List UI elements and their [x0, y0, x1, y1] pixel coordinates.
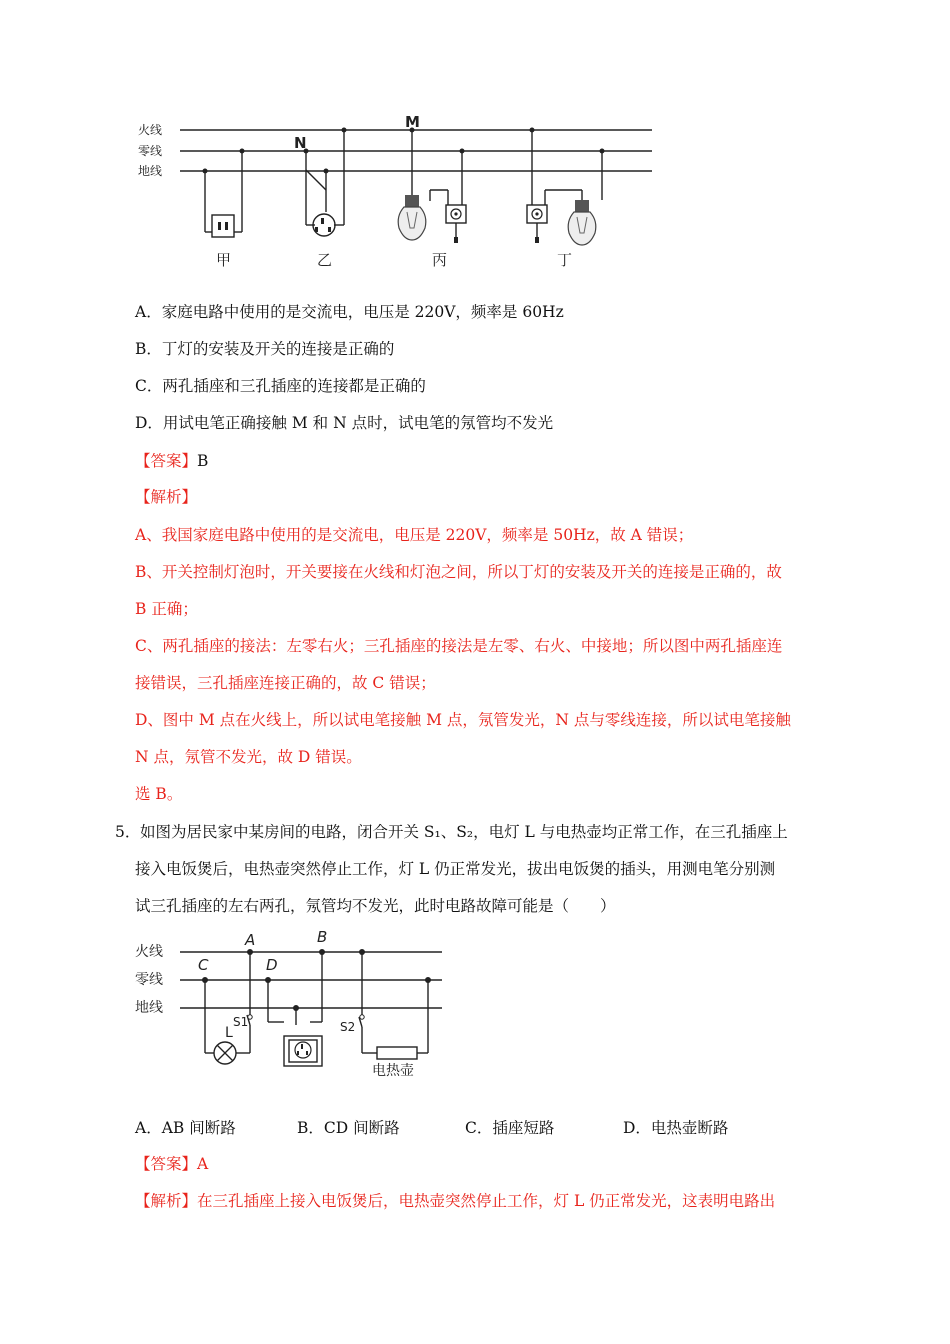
- q4-analysis-line: B 正确；: [135, 600, 198, 618]
- wire-live-label: 火线: [138, 123, 163, 137]
- q5-number: 5．: [115, 823, 141, 841]
- wire-live-label: 火线: [135, 944, 163, 960]
- q4-analysis-line: B、开关控制灯泡时，开关要接在火线和灯泡之间，所以丁灯的安装及开关的连接是正确的，故: [135, 563, 782, 581]
- q4-answer: [135, 450, 208, 472]
- q5-stem-line: 接入电饭煲后，电热壶突然停止工作，灯 L 仍正常发光，拔出电饭煲的插头，用测电笔分别测: [135, 860, 776, 878]
- q5-stem-line: 试三孔插座的左右两孔，氖管均不发光，此时电路故障可能是（ ）: [135, 897, 616, 915]
- answer-tag: 【答案】: [135, 452, 198, 470]
- wire-ground-label: 地线: [135, 1000, 163, 1016]
- label-bing: 丙: [432, 251, 448, 269]
- q5-option-c: C．插座短路: [465, 1119, 555, 1137]
- point-n-label: N: [294, 134, 307, 152]
- q5-option-d: D．电热壶断路: [623, 1119, 729, 1137]
- wire-neutral-label: 零线: [135, 972, 163, 988]
- point-d-label: D: [266, 956, 278, 974]
- answer-value: B: [197, 452, 209, 470]
- point-a-label: A: [245, 931, 256, 949]
- analysis-tag: 【解析】: [135, 1192, 198, 1210]
- q4-analysis-line: C、两孔插座的接法：左零右火；三孔插座的接法是左零、右火、中接地；所以图中两孔插座连: [135, 637, 783, 655]
- label-yi: 乙: [317, 251, 333, 269]
- wire-neutral-label: 零线: [138, 144, 163, 158]
- q5-option-a: A．AB 间断路: [135, 1119, 236, 1137]
- q4-analysis-line: N 点，氖管不发光，故 D 错误。: [135, 748, 362, 766]
- q5-answer: [135, 1153, 208, 1175]
- answer-value: A: [197, 1155, 209, 1173]
- q4-analysis-line: 接错误，三孔插座连接正确的，故 C 错误；: [135, 674, 436, 692]
- q4-analysis-line: D、图中 M 点在火线上，所以试电笔接触 M 点，氖管发光，N 点与零线连接，所以试电笔接触: [135, 711, 791, 729]
- q5-stem-line: 如图为居民家中某房间的电路，闭合开关 S₁、S₂，电灯 L 与电热壶均正常工作，在三孔插座上: [140, 823, 788, 841]
- point-b-label: B: [317, 928, 328, 946]
- q4-analysis-tag: 【解析】: [135, 488, 198, 506]
- bulb-ding-icon: [568, 200, 596, 245]
- q4-analysis-line: 选 B。: [135, 785, 183, 803]
- q5-analysis: [135, 1190, 775, 1212]
- label-jia: 甲: [216, 251, 232, 269]
- figure-room-circuit: [0, 925, 950, 1085]
- switch2-label: S2: [340, 1020, 356, 1034]
- wire-ground-label: 地线: [138, 164, 163, 178]
- lamp-label: L: [225, 1025, 233, 1041]
- bulb-bing-icon: [398, 195, 426, 240]
- point-c-label: C: [198, 956, 209, 974]
- label-ding: 丁: [557, 251, 573, 269]
- switch1-label: S1: [233, 1015, 249, 1029]
- q4-option-b: B．丁灯的安装及开关的连接是正确的: [135, 340, 395, 358]
- point-m-label: M: [405, 113, 420, 131]
- answer-tag: 【答案】: [135, 1155, 198, 1173]
- q4-option-d: D．用试电笔正确接触 M 和 N 点时，试电笔的氖管均不发光: [135, 414, 554, 432]
- q4-analysis-line: A、我国家庭电路中使用的是交流电，电压是 220V，频率是 50Hz，故 A 错误；: [135, 526, 694, 544]
- kettle-label: 电热壶: [372, 1063, 414, 1079]
- q4-option-c: C．两孔插座和三孔插座的连接都是正确的: [135, 377, 426, 395]
- q4-option-a: A．家庭电路中使用的是交流电，电压是 220V，频率是 60Hz: [135, 303, 564, 321]
- analysis-text: 在三孔插座上接入电饭煲后，电热壶突然停止工作，灯 L 仍正常发光，这表明电路出: [197, 1192, 776, 1210]
- q5-option-b: B．CD 间断路: [297, 1119, 400, 1137]
